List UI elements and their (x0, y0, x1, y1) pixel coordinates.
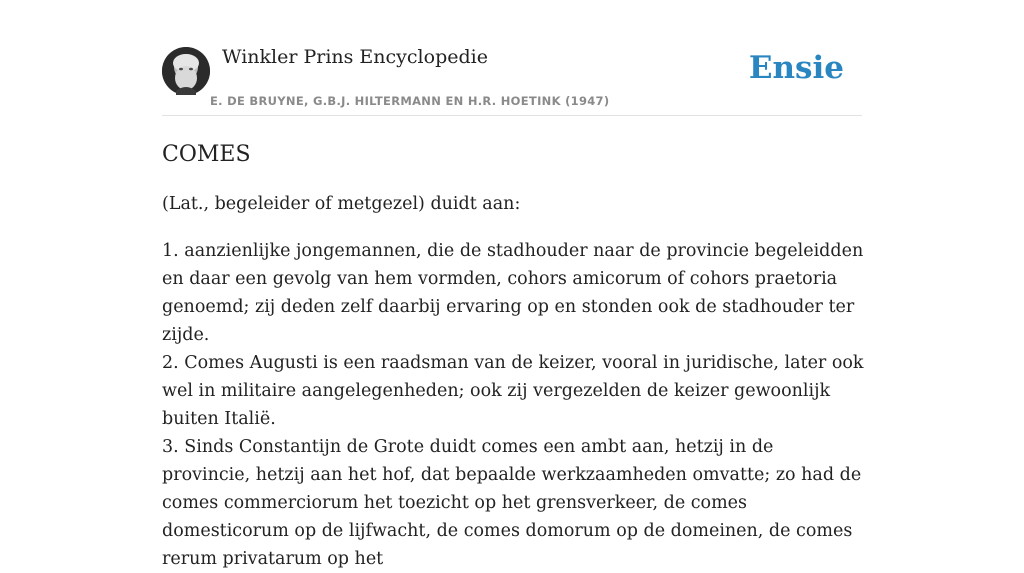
authors-line: E. DE BRUYNE, G.B.J. HILTERMANN EN H.R. HOETINK (1947) (210, 94, 610, 108)
site-header (162, 40, 862, 116)
list-item: 2. Comes Augusti is een raadsman van de keizer, vooral in juridische, later ook wel in militaire aangelegenheden; ook zij vergezelden de keizer gewoonlijk buiten Italië. (162, 353, 864, 429)
site-name[interactable]: Winkler Prins Encyclopedie (222, 46, 488, 68)
list-item: 1. aanzienlijke jongemannen, die de stadhouder naar de provincie begeleidden en daar een gevolg van hem vormden, cohors amicorum of cohors praetoria genoemd; zij deden zelf daarbij ervaring op en stonden ook de stadhouder ter zijde. (162, 241, 864, 345)
article (162, 138, 866, 573)
article-body (162, 237, 866, 573)
portrait-icon (162, 47, 210, 95)
brand-logo[interactable]: Ensie (748, 50, 844, 86)
author-avatar[interactable] (162, 47, 210, 95)
article-title: COMES (162, 142, 251, 167)
article-intro: (Lat., begeleider of metgezel) duidt aan: (162, 194, 521, 214)
list-item: 3. Sinds Constantijn de Grote duidt comes een ambt aan, hetzij in de provincie, hetzij aan het hof, dat bepaalde werkzaamheden omvatte; zo had de comes commerciorum het toezicht op het grensverkeer, de comes domesticorum op de lijfwacht, de comes domorum op de domeinen, de comes rerum privatarum op het (162, 437, 862, 569)
